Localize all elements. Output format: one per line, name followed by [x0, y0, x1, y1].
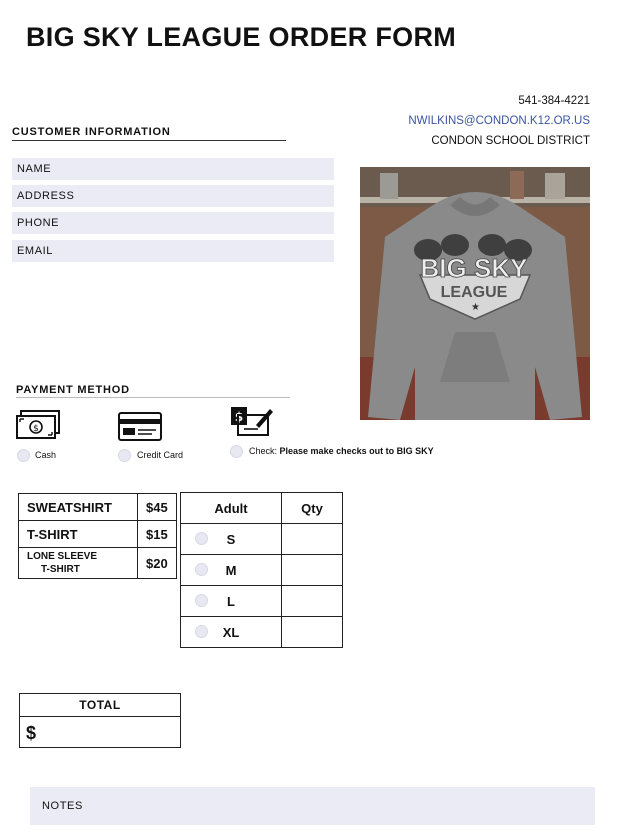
- check-note: Please make checks out to BIG SKY: [279, 446, 434, 456]
- product-name: SWEATSHIRT: [19, 494, 138, 521]
- product-price: $45: [138, 494, 177, 521]
- customer-info-divider: [12, 140, 286, 141]
- size-radio[interactable]: [195, 625, 208, 638]
- customer-info-heading: CUSTOMER INFORMATION: [12, 126, 171, 138]
- table-row: [181, 524, 343, 555]
- table-row: [181, 493, 343, 524]
- notes-field[interactable]: NOTES: [30, 787, 595, 825]
- product-name: T-SHIRT: [19, 521, 138, 548]
- check-label: [249, 446, 434, 456]
- logo-text-league: LEAGUE: [440, 284, 508, 301]
- size-label: M: [225, 562, 237, 578]
- product-price: $15: [138, 521, 177, 548]
- contact-email-link[interactable]: NWILKINS@CONDON.K12.OR.US: [408, 115, 590, 127]
- size-radio[interactable]: [195, 563, 208, 576]
- table-row: [19, 548, 177, 579]
- svg-text:$: $: [234, 410, 244, 424]
- check-radio[interactable]: [230, 445, 243, 458]
- size-label: S: [226, 531, 236, 547]
- credit-card-radio[interactable]: [118, 449, 131, 462]
- name-field[interactable]: NAME: [12, 158, 334, 180]
- table-row: [19, 494, 177, 521]
- size-radio[interactable]: [195, 594, 208, 607]
- check-icon: [230, 405, 272, 433]
- size-table: [180, 492, 343, 648]
- qty-input-m[interactable]: [282, 555, 343, 586]
- email-field[interactable]: EMAIL: [12, 240, 334, 262]
- product-name-line2: T-SHIRT: [41, 564, 80, 575]
- total-label: TOTAL: [20, 694, 180, 717]
- svg-text:$: $: [33, 424, 39, 434]
- payment-divider: [16, 397, 290, 398]
- product-price: $20: [138, 548, 177, 579]
- table-row: [181, 617, 343, 648]
- qty-input-l[interactable]: [282, 586, 343, 617]
- qty-header: Qty: [282, 493, 343, 524]
- cash-label: Cash: [35, 450, 57, 460]
- table-row: [19, 521, 177, 548]
- payment-method-heading: PAYMENT METHOD: [16, 384, 130, 396]
- qty-input-s[interactable]: [282, 524, 343, 555]
- total-box: [19, 693, 181, 748]
- school-district: CONDON SCHOOL DISTRICT: [431, 135, 590, 147]
- size-option-xl[interactable]: [181, 617, 282, 648]
- size-option-l[interactable]: [181, 586, 282, 617]
- size-option-m[interactable]: [181, 555, 282, 586]
- cash-radio[interactable]: [17, 449, 30, 462]
- price-table: [18, 493, 177, 579]
- adult-size-header: Adult: [181, 493, 282, 524]
- contact-phone: 541-384-4221: [518, 95, 590, 107]
- size-label: L: [227, 593, 235, 609]
- product-name: [19, 548, 138, 579]
- logo-text-big-sky: BIG SKY: [420, 253, 528, 283]
- credit-card-icon: [118, 412, 160, 440]
- cash-icon: [16, 410, 58, 438]
- product-name-line1: LONE SLEEVE: [27, 551, 98, 562]
- credit-card-label: Credit Card: [137, 450, 184, 460]
- sweatshirt-photo: [360, 167, 590, 420]
- table-row: [181, 555, 343, 586]
- address-field[interactable]: ADDRESS: [12, 185, 334, 207]
- qty-input-xl[interactable]: [282, 617, 343, 648]
- page-title: BIG SKY LEAGUE ORDER FORM: [26, 22, 457, 52]
- size-radio[interactable]: [195, 532, 208, 545]
- size-option-s[interactable]: [181, 524, 282, 555]
- currency-symbol: $: [26, 723, 37, 743]
- check-label-text: Check:: [249, 446, 278, 456]
- svg-text:★: ★: [471, 302, 480, 313]
- phone-field[interactable]: PHONE: [12, 212, 334, 234]
- size-label: XL: [222, 624, 240, 640]
- table-row: [181, 586, 343, 617]
- total-input[interactable]: [20, 717, 180, 749]
